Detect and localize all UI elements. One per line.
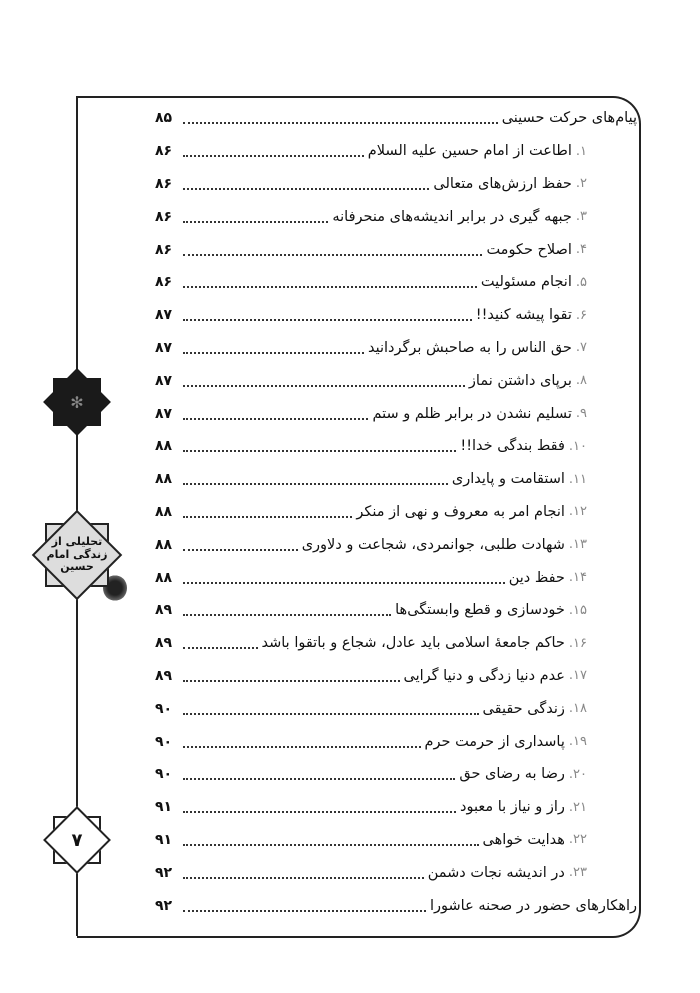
toc-entry[interactable] xyxy=(155,266,637,299)
toc-entry-number: ۱۷. xyxy=(568,668,587,684)
toc-entry-page: ۸۷ xyxy=(155,372,173,389)
toc-entry[interactable] xyxy=(155,758,637,791)
toc-entry-page: ۹۰ xyxy=(155,766,173,783)
toc-entry-number: ۱۸. xyxy=(568,701,587,717)
toc-entry[interactable] xyxy=(155,692,637,725)
toc-entry[interactable] xyxy=(155,463,637,496)
toc-entry-page: ۹۰ xyxy=(155,700,173,717)
toc-entry-number: ۱۲. xyxy=(568,504,587,520)
dot-leader xyxy=(183,145,364,157)
toc-entry-page: ۹۱ xyxy=(155,831,173,848)
dot-leader xyxy=(183,768,455,780)
dot-leader xyxy=(183,440,456,452)
dot-leader xyxy=(183,211,328,223)
toc-entry[interactable] xyxy=(155,200,637,233)
dot-leader xyxy=(183,506,352,518)
dot-leader xyxy=(183,801,456,813)
toc-entry-page: ۸۷ xyxy=(155,405,173,422)
toc-entry[interactable] xyxy=(155,561,637,594)
toc-entry[interactable] xyxy=(155,496,637,529)
dot-leader xyxy=(183,604,391,616)
toc-entry-page: ۹۱ xyxy=(155,799,173,816)
toc-entry-title: در اندیشه نجات دشمن xyxy=(427,864,565,881)
toc-entry-number: ۸. xyxy=(575,373,587,389)
toc-entry-page: ۸۸ xyxy=(155,471,173,488)
toc-entry-number: ۱۱. xyxy=(568,471,587,487)
toc-entry-page: ۸۷ xyxy=(155,307,173,324)
dot-leader xyxy=(183,178,429,190)
toc-entry[interactable] xyxy=(155,594,637,627)
toc-entry[interactable] xyxy=(155,889,637,922)
dot-leader xyxy=(183,703,479,715)
toc-entry-title: خودسازی و قطع وابستگی‌ها xyxy=(395,602,565,619)
toc-entry-page: ۸۸ xyxy=(155,503,173,520)
dot-leader xyxy=(183,408,368,420)
toc-entry-title: اصلاح حکومت xyxy=(486,241,572,258)
toc-entry[interactable] xyxy=(155,824,637,857)
toc-entry[interactable] xyxy=(155,725,637,758)
toc-entry-title: رضا به رضای حق xyxy=(459,766,565,783)
toc-entry-number: ۲۲. xyxy=(568,832,587,848)
toc-entry-title: شهادت طلبی، جوانمردی، شجاعت و دلاوری xyxy=(301,536,565,553)
toc-entry-number: ۲. xyxy=(575,176,587,192)
toc-entry[interactable] xyxy=(155,397,637,430)
toc-entry-title: زندگی حقیقی xyxy=(482,700,565,717)
dot-leader xyxy=(183,244,482,256)
dot-leader xyxy=(183,309,472,321)
toc-entry-title: حفظ دین xyxy=(508,569,565,586)
toc-entry[interactable] xyxy=(155,627,637,660)
toc-entry-page: ۸۶ xyxy=(155,208,173,225)
toc-entry-page: ۹۲ xyxy=(155,897,173,914)
toc-entry-number: ۲۳. xyxy=(568,865,587,881)
toc-entry-title: برپای داشتن نماز xyxy=(468,372,572,389)
toc-entry-number: ۶. xyxy=(575,307,587,323)
toc-entry-title: اطاعت از امام حسین علیه السلام xyxy=(367,143,572,160)
toc-entry[interactable] xyxy=(155,299,637,332)
toc-entry-number: ۱۹. xyxy=(568,734,587,750)
toc-entry-number: ۱۰. xyxy=(568,438,587,454)
toc-entry[interactable] xyxy=(155,430,637,463)
toc-entry-title: عدم دنیا زدگی و دنیا گرایی xyxy=(403,667,565,684)
dot-leader xyxy=(183,276,477,288)
dot-leader xyxy=(183,834,479,846)
toc-entry-title: پاسداری از حرمت حرم xyxy=(424,733,565,750)
toc-entry[interactable] xyxy=(155,660,637,693)
toc-entry-title: تقوا پیشه کنید!! xyxy=(475,307,572,324)
toc-entry-title: انجام مسئولیت xyxy=(480,274,572,291)
toc-entry-title: راز و نیاز با معبود xyxy=(460,799,565,816)
toc-entry-page: ۸۶ xyxy=(155,175,173,192)
toc-entry-page: ۸۶ xyxy=(155,241,173,258)
dot-leader xyxy=(183,670,400,682)
toc-entry[interactable] xyxy=(155,332,637,365)
dot-leader xyxy=(183,342,364,354)
toc-entry[interactable] xyxy=(155,102,637,135)
toc-entry-number: ۲۰. xyxy=(568,766,587,782)
toc-entry-number: ۱۳. xyxy=(568,537,587,553)
toc-entry-page: ۸۸ xyxy=(155,438,173,455)
dot-leader xyxy=(183,572,505,584)
ornament-star-icon: ✻ xyxy=(53,378,101,426)
toc-entry-number: ۲۱. xyxy=(568,799,587,815)
book-logo-text: تحلیلی از زندگی امام حسین xyxy=(46,535,108,574)
dot-leader xyxy=(183,637,258,649)
toc-entry-title: تسلیم نشدن در برابر ظلم و ستم xyxy=(372,405,572,422)
dot-leader xyxy=(183,473,448,485)
dot-leader xyxy=(183,867,424,879)
toc-entry-number: ۱. xyxy=(575,143,587,159)
toc-entry-number: ۷. xyxy=(575,340,587,356)
toc-entry[interactable] xyxy=(155,233,637,266)
toc-entry[interactable] xyxy=(155,168,637,201)
toc-entry-title: جبهه گیری در برابر اندیشه‌های منحرفانه xyxy=(332,208,572,225)
toc-entry-page: ۸۷ xyxy=(155,339,173,356)
page-number-badge xyxy=(53,816,101,864)
toc-entry[interactable] xyxy=(155,135,637,168)
toc-entry-title: راهکارهای حضور در صحنه عاشورا xyxy=(429,897,637,914)
toc-entry-title: پیام‌های حرکت حسینی xyxy=(501,110,637,127)
toc-entry-title: حق الناس را به صاحبش برگردانید xyxy=(367,339,572,356)
toc-entry-number: ۱۵. xyxy=(568,602,587,618)
toc-entry-page: ۸۹ xyxy=(155,602,173,619)
toc-entry-page: ۸۶ xyxy=(155,143,173,160)
book-logo xyxy=(45,523,109,587)
toc-entry-number: ۹. xyxy=(575,406,587,422)
toc-entry-number: ۳. xyxy=(575,209,587,225)
toc-entry-page: ۹۲ xyxy=(155,864,173,881)
toc-entry-page: ۸۸ xyxy=(155,536,173,553)
toc-entry-title: حاکم جامعهٔ اسلامی باید عادل، شجاع و باتقوا باشد xyxy=(261,635,565,652)
toc-entry-page: ۸۸ xyxy=(155,569,173,586)
dot-leader xyxy=(183,736,421,748)
table-of-contents xyxy=(155,102,637,922)
dot-leader xyxy=(183,900,426,912)
toc-entry-page: ۸۶ xyxy=(155,274,173,291)
toc-entry-page: ۸۵ xyxy=(155,110,173,127)
toc-entry-page: ۸۹ xyxy=(155,635,173,652)
dot-leader xyxy=(183,112,498,124)
toc-entry-page: ۸۹ xyxy=(155,667,173,684)
toc-entry-title: هدایت خواهی xyxy=(482,831,565,848)
toc-entry[interactable] xyxy=(155,364,637,397)
toc-entry[interactable] xyxy=(155,528,637,561)
toc-entry[interactable] xyxy=(155,856,637,889)
toc-entry-number: ۱۴. xyxy=(568,570,587,586)
toc-entry-title: فقط بندگی خدا!! xyxy=(460,438,565,455)
toc-entry-number: ۵. xyxy=(575,274,587,290)
page-number: ۷ xyxy=(71,829,83,851)
toc-entry-title: انجام امر به معروف و نهی از منکر xyxy=(356,503,565,520)
toc-entry[interactable] xyxy=(155,791,637,824)
toc-entry-title: حفظ ارزش‌های متعالی xyxy=(433,175,572,192)
toc-entry-number: ۱۶. xyxy=(568,635,587,651)
toc-entry-title: استقامت و پایداری xyxy=(451,471,565,488)
toc-entry-number: ۴. xyxy=(575,242,587,258)
dot-leader xyxy=(183,375,465,387)
dot-leader xyxy=(183,539,298,551)
toc-entry-page: ۹۰ xyxy=(155,733,173,750)
